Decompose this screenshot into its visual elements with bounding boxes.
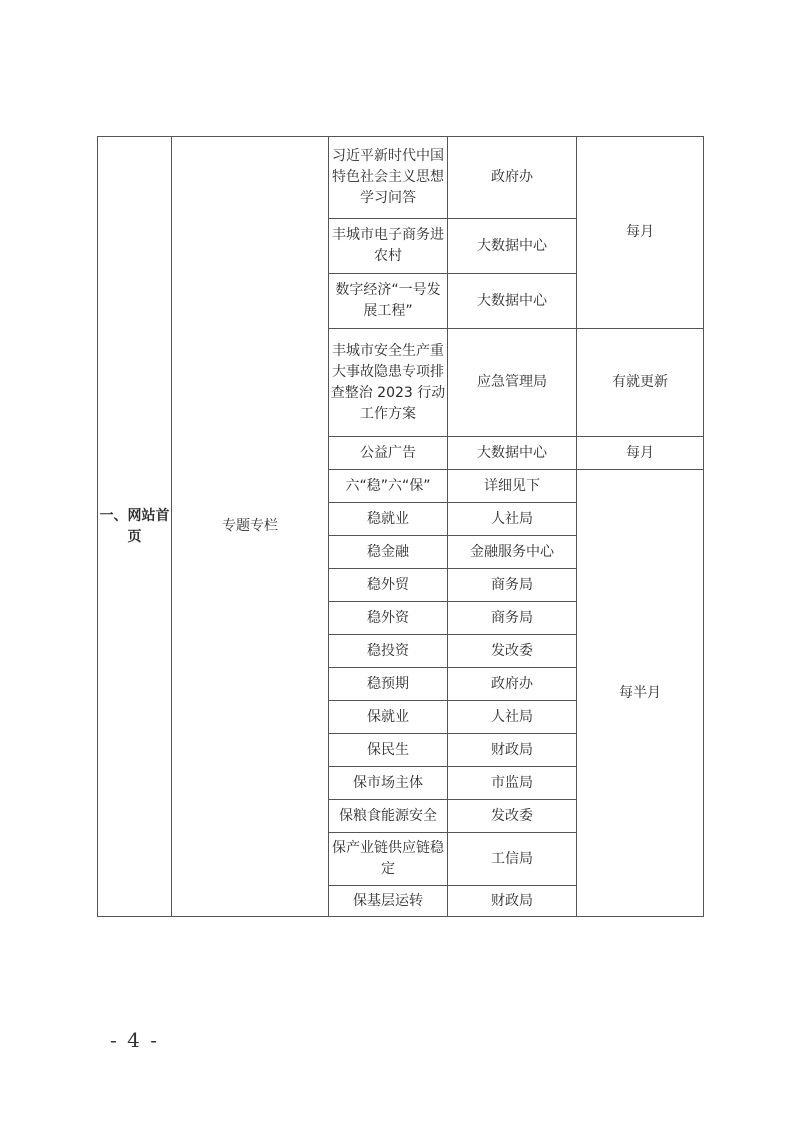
- unit-cell: 政府办: [448, 137, 577, 219]
- page-number: - 4 -: [110, 1028, 159, 1052]
- unit-cell: 人社局: [448, 701, 577, 734]
- unit-cell: 大数据中心: [448, 274, 577, 329]
- unit-cell: 市监局: [448, 767, 577, 800]
- item-cell: 稳金融: [329, 536, 448, 569]
- unit-cell: 大数据中心: [448, 219, 577, 274]
- item-cell: 丰城市安全生产重大事故隐患专项排查整治 2023 行动工作方案: [329, 329, 448, 437]
- frequency-cell: 有就更新: [577, 329, 704, 437]
- item-cell: 保就业: [329, 701, 448, 734]
- unit-cell: 工信局: [448, 833, 577, 886]
- item-cell: 保粮食能源安全: [329, 800, 448, 833]
- unit-cell: 商务局: [448, 569, 577, 602]
- unit-cell: 大数据中心: [448, 437, 577, 470]
- item-cell: 保民生: [329, 734, 448, 767]
- unit-cell: 金融服务中心: [448, 536, 577, 569]
- section-cell: 专题专栏: [172, 137, 329, 917]
- unit-cell: 财政局: [448, 734, 577, 767]
- item-cell: 稳预期: [329, 668, 448, 701]
- frequency-cell: 每月: [577, 437, 704, 470]
- item-cell: 保基层运转: [329, 886, 448, 917]
- item-cell: 稳投资: [329, 635, 448, 668]
- category-cell: 一、网站首页: [98, 137, 172, 917]
- frequency-cell: 每月: [577, 137, 704, 329]
- assignment-table: [97, 136, 704, 917]
- item-cell: 稳就业: [329, 503, 448, 536]
- item-cell: 稳外贸: [329, 569, 448, 602]
- item-cell: 丰城市电子商务进农村: [329, 219, 448, 274]
- item-cell: 习近平新时代中国特色社会主义思想学习问答: [329, 137, 448, 219]
- unit-cell: 发改委: [448, 800, 577, 833]
- table-row: [98, 137, 704, 219]
- item-cell: 保市场主体: [329, 767, 448, 800]
- frequency-cell: 每半月: [577, 470, 704, 917]
- item-cell: 保产业链供应链稳定: [329, 833, 448, 886]
- unit-cell: 详细见下: [448, 470, 577, 503]
- unit-cell: 发改委: [448, 635, 577, 668]
- unit-cell: 人社局: [448, 503, 577, 536]
- item-cell: 稳外资: [329, 602, 448, 635]
- unit-cell: 应急管理局: [448, 329, 577, 437]
- item-cell: 数字经济“一号发展工程”: [329, 274, 448, 329]
- unit-cell: 财政局: [448, 886, 577, 917]
- unit-cell: 政府办: [448, 668, 577, 701]
- unit-cell: 商务局: [448, 602, 577, 635]
- item-cell: 公益广告: [329, 437, 448, 470]
- item-cell: 六“稳”六“保”: [329, 470, 448, 503]
